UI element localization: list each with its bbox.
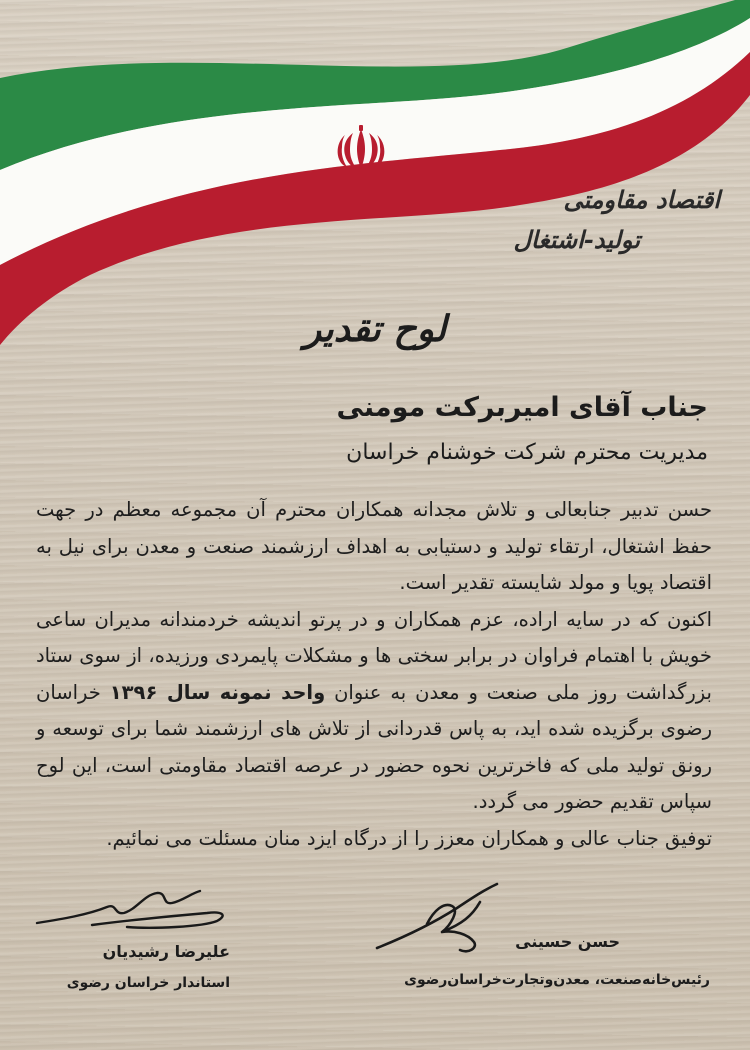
recipient-name: جناب آقای امیربرکت مومنی xyxy=(336,392,708,423)
signatory-right-name: حسن حسینی xyxy=(515,932,620,951)
slogan-production-employment: تولید-اشتغال xyxy=(513,225,640,254)
body-paragraph-3: توفیق جناب عالی و همکاران معزز را از درگاه ایزد منان مسئلت می نمائیم. xyxy=(106,826,712,850)
certificate-title: لوح تقدیر xyxy=(303,308,447,350)
recipient-position: مدیریت محترم شرکت خوشنام خراسان xyxy=(346,440,708,465)
signatory-right-title: رئیس‌خانه‌صنعت، معدن‌وتجارت‌خراسان‌رضوی xyxy=(404,972,710,988)
iran-emblem-icon xyxy=(335,125,387,173)
signatory-left-name: علیرضا رشیدیان xyxy=(102,942,230,961)
body-paragraph-2-end: خراسان رضوی برگزیده شده اید، به پاس قدردانی از تلاش های ارزشمند شما برای توسعه و رونق تولید ملی که فاخرترین نحوه حضور در عرصه اقتصاد مقاومتی است، این لوح سپاس تقدیم حضور می گردد. xyxy=(36,680,712,813)
body-paragraph-2-start: اکنون که در سایه اراده، عزم همکاران و در پرتو اندیشه خردمندانه مدیران ساعی خویش با اهتمام فراوان در برابر سختی ها و مشکلات پایمردی ورزیده، از سوی ستاد بزرگداشت روز ملی صنعت و معدن به عنوان xyxy=(36,607,712,704)
body-paragraph-2 xyxy=(36,602,712,821)
body-paragraph-1: حسن تدبیر جنابعالی و تلاش مجدانه همکاران محترم آن مجموعه معظم در جهت حفظ اشتغال، ارتقاء تولید و دستیابی به اهداف ارزشمند صنعت و معدن برای نیل به اقتصاد پویا و مولد شایسته تقدیر است. xyxy=(36,498,712,594)
certificate-body xyxy=(36,492,712,857)
signatory-left-title: استاندار خراسان رضوی xyxy=(66,975,230,991)
iran-flag-ribbon xyxy=(0,0,750,360)
slogan-resistance-economy: اقتصاد مقاومتی xyxy=(563,185,720,214)
award-title: واحد نمونه سال ۱۳۹۶ xyxy=(109,680,326,704)
signature-left-handwriting xyxy=(32,885,232,945)
